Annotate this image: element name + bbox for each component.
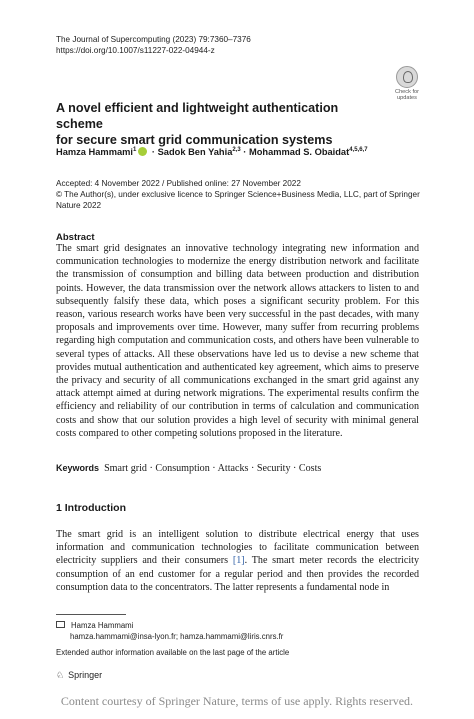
publisher-name: Springer: [68, 670, 103, 680]
affiliation-ref: 2,3: [232, 147, 241, 153]
check-for-updates-badge[interactable]: [392, 66, 422, 100]
badge-label: Check for updates: [395, 89, 419, 101]
journal-citation: The Journal of Supercomputing (2023) 79:7360–7376: [56, 35, 251, 44]
extended-author-info: Extended author information available on the last page of the article: [56, 648, 290, 657]
affiliation-ref: 4,5,6,7: [349, 147, 368, 153]
corresponding-emails[interactable]: hamza.hammami@insa-lyon.fr; hamza.hammami@liris.cnrs.fr: [70, 632, 284, 641]
introduction-text: The smart grid is an intelligent solution to distribute electrical energy that uses information and communication technologies to facilitate communication between electricity suppliers and their consumers [1]. The smart meter records the electricity consumption of an end customer for a regular period and then provides the recorded consumption data to the concentrators. The latter represents a fundamental node in: [56, 529, 420, 593]
affiliation-ref: 1: [133, 147, 137, 153]
journal-header: [56, 34, 251, 56]
publisher-logo: [56, 670, 102, 681]
keywords-label: Keywords: [56, 463, 100, 473]
keywords: [56, 463, 419, 474]
copyright-line: © The Author(s), under exclusive licence to Springer Science+Business Media, LLC, part of Springer Nature 2022: [56, 190, 420, 210]
accepted-published-line: Accepted: 4 November 2022 / Published online: 27 November 2022: [56, 179, 301, 188]
springer-horse-icon: ♘: [56, 670, 65, 680]
envelope-icon: [56, 621, 65, 628]
orcid-icon[interactable]: [138, 147, 147, 156]
citation-link[interactable]: [1]: [232, 555, 245, 567]
author-name[interactable]: Sadok Ben Yahia: [157, 147, 233, 158]
author-name[interactable]: Mohammad S. Obaidat: [248, 147, 350, 158]
abstract-heading: Abstract: [56, 232, 95, 243]
check-for-updates-icon: [396, 66, 418, 88]
author-name[interactable]: Hamza Hammami: [56, 147, 133, 158]
keywords-list: Smart grid · Consumption · Attacks · Security · Costs: [104, 463, 322, 474]
doi-link[interactable]: https://doi.org/10.1007/s11227-022-04944-z: [56, 46, 215, 55]
section-heading: 1 Introduction: [56, 502, 126, 514]
corresponding-author: [56, 620, 283, 642]
courtesy-notice: Content courtesy of Springer Nature, terms of use apply. Rights reserved.: [60, 694, 414, 708]
author-list: Hamza Hammami$^1$ · Sadok Ben Yahia$^{2,3}$ · Mohammad S. Obaidat$^{4,5,6,7}$: [56, 147, 368, 158]
corresponding-name: Hamza Hammami: [71, 621, 134, 630]
paper-title: A novel efficient and lightweight authentication scheme for secure smart grid communication systems: [56, 101, 339, 147]
publication-dates: [56, 178, 426, 211]
abstract-text: The smart grid designates an innovative technology integrating new information and communication technologies to modernize the energy distribution network and facilitate the transmission of consumption and billing data between production and distribution points. However, the data transmission over the network allows attackers to listen to and subsequently falsify these data, which poses a significant security problem. For this reason, various research works have been very successful in the past decades, with many proposals and improvements over time. However, many suffer from recurring problems regarding high computation and communication costs, and others have been vulnerable to several types of attacks. All these observations have led us to devise a new scheme that provides mutual authentication and authenticated key agreement, which aims to preserve the privacy and security of all communications exchanged in the smart grid against any attack attempt aimed at during network migrations. The experimental results confirm the efficiency and reliability of our contribution in terms of calculation and communication costs and show that our solution provides a high level of security with minimal general costs compared to other competing solutions proposed in the literature.: [56, 243, 419, 439]
footnote-divider: [56, 614, 126, 615]
